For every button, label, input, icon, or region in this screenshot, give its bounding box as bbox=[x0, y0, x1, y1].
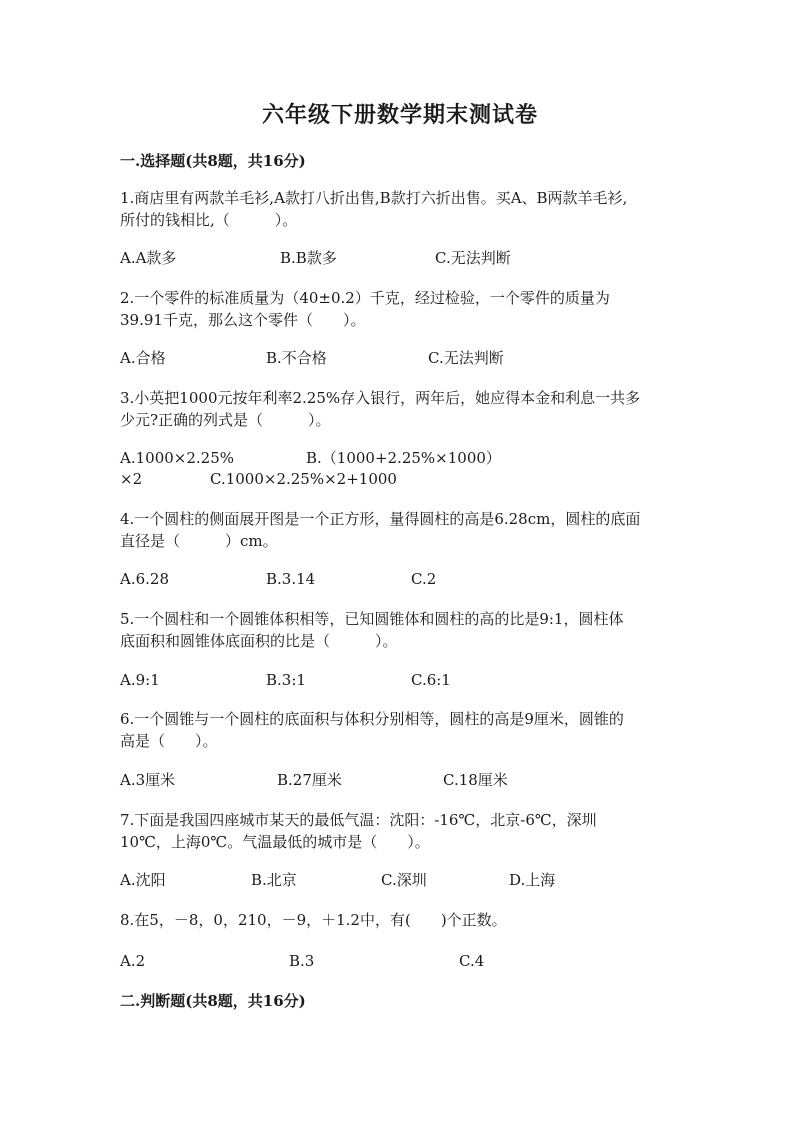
question-line: 直径是（ ）cm。 bbox=[120, 532, 278, 550]
option-a: A.2 bbox=[120, 952, 146, 970]
option-c: C.深圳 bbox=[381, 871, 427, 889]
options-5 bbox=[120, 669, 680, 691]
option-a: A.1000×2.25% bbox=[120, 449, 234, 467]
option-a: A.3厘米 bbox=[120, 771, 176, 789]
question-line: 39.91千克，那么这个零件（ ）。 bbox=[120, 311, 366, 329]
section-heading-choice: 一.选择题(共8题，共16分) bbox=[120, 152, 306, 170]
question-line: 3.小英把1000元按年利率2.25%存入银行，两年后，她应得本金和利息一共多 bbox=[120, 389, 641, 407]
question-5 bbox=[120, 608, 680, 652]
option-b: B.（1000+2.25%×1000） bbox=[306, 449, 501, 467]
question-line: 底面积和圆锥体底面积的比是（ ）。 bbox=[120, 632, 398, 650]
option-a: A.沈阳 bbox=[120, 871, 166, 889]
question-line: 6.一个圆锥与一个圆柱的底面积与体积分别相等，圆柱的高是9厘米，圆锥的 bbox=[120, 710, 624, 728]
question-line: 10℃，上海0℃。气温最低的城市是（ ）。 bbox=[120, 833, 430, 851]
option-a: A.A款多 bbox=[120, 249, 177, 267]
option-a: A.9:1 bbox=[120, 671, 160, 689]
question-line: 高是（ ）。 bbox=[120, 732, 218, 750]
options-1 bbox=[120, 247, 680, 269]
section-heading-judgment: 二.判断题(共8题，共16分) bbox=[120, 992, 306, 1010]
option-b: B.北京 bbox=[251, 871, 297, 889]
question-line: 2.一个零件的标准质量为（40±0.2）千克，经过检验，一个零件的质量为 bbox=[120, 289, 610, 307]
options-3-line-2 bbox=[120, 468, 680, 490]
option-b: B.不合格 bbox=[266, 349, 327, 367]
option-b: B.3 bbox=[289, 952, 315, 970]
option-c: C.1000×2.25%×2+1000 bbox=[210, 470, 397, 488]
option-c: C.4 bbox=[459, 952, 485, 970]
option-c: C.6:1 bbox=[411, 671, 451, 689]
option-b-continued: ×2 bbox=[120, 470, 143, 488]
options-6 bbox=[120, 769, 680, 791]
question-8 bbox=[120, 909, 680, 931]
options-7 bbox=[120, 869, 680, 891]
option-d: D.上海 bbox=[509, 871, 556, 889]
options-3-line-1 bbox=[120, 447, 680, 469]
page-title: 六年级下册数学期末测试卷 bbox=[261, 102, 538, 128]
option-c: C.无法判断 bbox=[435, 249, 511, 267]
question-4 bbox=[120, 508, 680, 552]
option-c: C.无法判断 bbox=[428, 349, 504, 367]
question-line: 1.商店里有两款羊毛衫,A款打八折出售,B款打六折出售。买A、B两款羊毛衫, bbox=[120, 189, 628, 207]
option-a: A.6.28 bbox=[120, 570, 169, 588]
question-1 bbox=[120, 187, 680, 231]
option-c: C.2 bbox=[411, 570, 437, 588]
question-3 bbox=[120, 387, 680, 431]
options-2 bbox=[120, 347, 680, 369]
option-c: C.18厘米 bbox=[443, 771, 508, 789]
question-line: 所付的钱相比,（ ）。 bbox=[120, 211, 298, 229]
option-a: A.合格 bbox=[120, 349, 166, 367]
question-6 bbox=[120, 708, 680, 752]
option-b: B.27厘米 bbox=[277, 771, 342, 789]
question-2 bbox=[120, 287, 680, 331]
question-line: 8.在5，－8，0，210，－9，＋1.2中，有( )个正数。 bbox=[120, 911, 507, 929]
option-b: B.B款多 bbox=[280, 249, 337, 267]
question-line: 5.一个圆柱和一个圆锥体积相等，已知圆锥体和圆柱的高的比是9:1，圆柱体 bbox=[120, 610, 624, 628]
question-line: 4.一个圆柱的侧面展开图是一个正方形，量得圆柱的高是6.28cm，圆柱的底面 bbox=[120, 510, 641, 528]
option-b: B.3:1 bbox=[266, 671, 306, 689]
options-8 bbox=[120, 950, 680, 972]
options-4 bbox=[120, 568, 680, 590]
option-b: B.3.14 bbox=[266, 570, 316, 588]
question-line: 少元?正确的列式是（ ）。 bbox=[120, 411, 331, 429]
question-line: 7.下面是我国四座城市某天的最低气温：沈阳：-16℃，北京-6℃，深圳 bbox=[120, 811, 597, 829]
question-7 bbox=[120, 809, 680, 853]
